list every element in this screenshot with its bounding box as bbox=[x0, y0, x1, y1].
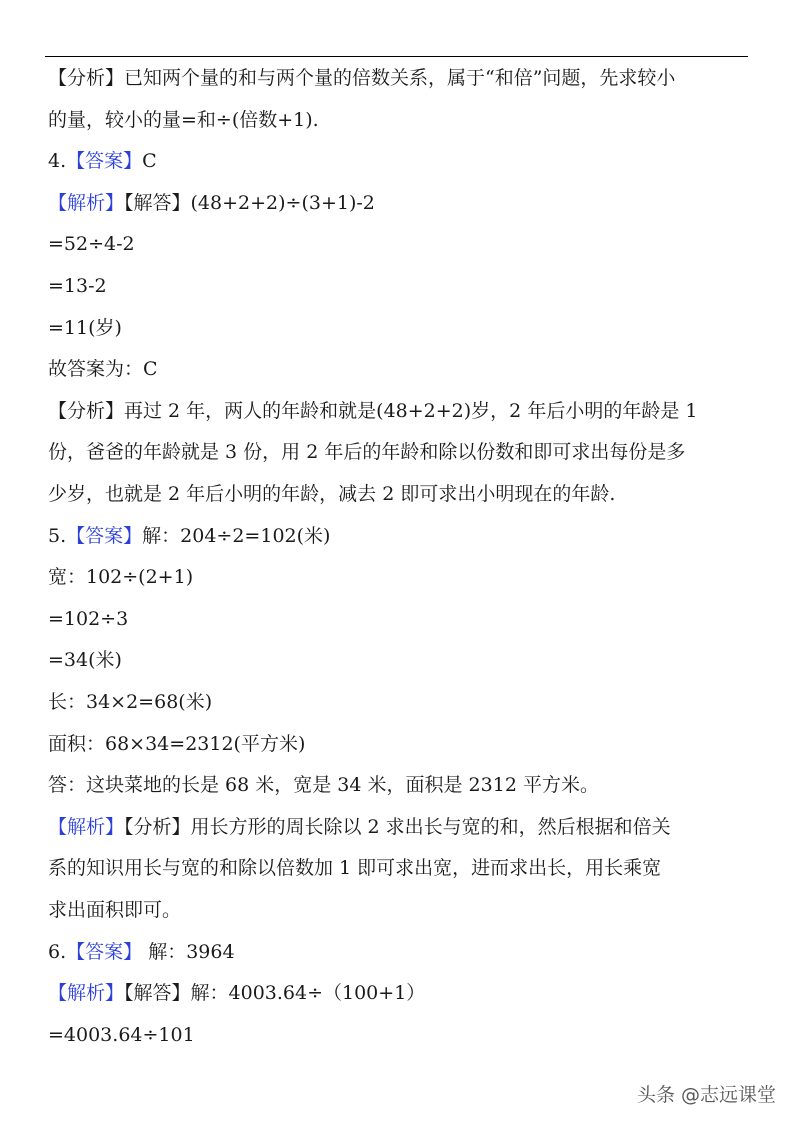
text-run: 【分析】已知两个量的和与两个量的倍数关系，属于“和倍”问题，先求较小 bbox=[48, 67, 676, 89]
header-rule bbox=[45, 56, 748, 57]
text-run: =11(岁) bbox=[48, 317, 122, 339]
text-line bbox=[48, 482, 615, 506]
text-run: C bbox=[142, 150, 157, 172]
section-label: 【答案】 bbox=[66, 941, 143, 963]
text-run: 份，爸爸的年龄就是 3 份，用 2 年后的年龄和除以份数和即可求出每份是多 bbox=[48, 441, 686, 463]
text-line bbox=[48, 440, 685, 464]
text-line bbox=[48, 773, 599, 797]
section-label: 【解析】 bbox=[48, 982, 125, 1004]
text-line bbox=[48, 648, 122, 672]
text-line bbox=[48, 815, 671, 839]
text-run: =4003.64÷101 bbox=[48, 1024, 195, 1046]
watermark: 头条 @志远课堂 bbox=[636, 1084, 776, 1106]
text-run: 解：3964 bbox=[142, 941, 235, 963]
text-line bbox=[48, 66, 675, 90]
text-run: 6. bbox=[48, 941, 67, 963]
text-line bbox=[48, 316, 122, 340]
section-label: 【解析】 bbox=[48, 192, 125, 214]
text-run: 解：204÷2=102(米) bbox=[142, 525, 331, 547]
text-line bbox=[48, 149, 157, 173]
text-run: 【解答】(48+2+2)÷(3+1)-2 bbox=[124, 192, 375, 214]
text-line bbox=[48, 607, 128, 631]
text-run: 少岁，也就是 2 年后小明的年龄，减去 2 即可求出小明现在的年龄. bbox=[48, 483, 616, 505]
text-line bbox=[48, 940, 235, 964]
text-run: 宽：102÷(2+1) bbox=[48, 566, 194, 588]
text-line bbox=[48, 1023, 195, 1047]
text-run: 故答案为：C bbox=[48, 358, 158, 380]
text-line bbox=[48, 898, 181, 922]
text-run: 4. bbox=[48, 150, 67, 172]
text-run: =13-2 bbox=[48, 275, 107, 297]
text-run: 5. bbox=[48, 525, 67, 547]
text-run: =102÷3 bbox=[48, 608, 129, 630]
text-run: 面积：68×34=2312(平方米) bbox=[48, 733, 306, 755]
text-run: =34(米) bbox=[48, 649, 122, 671]
text-line bbox=[48, 399, 697, 423]
text-run: =52÷4-2 bbox=[48, 233, 135, 255]
text-run: 系的知识用长与宽的和除以倍数加 1 即可求出宽，进而求出长，用长乘宽 bbox=[48, 857, 662, 879]
text-line bbox=[48, 856, 661, 880]
text-line bbox=[48, 524, 330, 548]
text-line bbox=[48, 274, 107, 298]
section-label: 【解析】 bbox=[48, 816, 125, 838]
text-line bbox=[48, 191, 375, 215]
text-line bbox=[48, 690, 212, 714]
text-run: 【分析】再过 2 年，两人的年龄和就是(48+2+2)岁，2 年后小明的年龄是 1 bbox=[48, 400, 698, 422]
section-label: 【答案】 bbox=[66, 525, 143, 547]
text-run: 求出面积即可。 bbox=[48, 899, 182, 921]
text-run: 的量，较小的量=和÷(倍数+1). bbox=[48, 109, 319, 131]
text-line bbox=[48, 357, 158, 381]
section-label: 【答案】 bbox=[66, 150, 143, 172]
text-line bbox=[48, 232, 135, 256]
text-line bbox=[48, 981, 425, 1005]
text-line bbox=[48, 565, 193, 589]
text-line bbox=[48, 732, 305, 756]
text-run: 长：34×2=68(米) bbox=[48, 691, 213, 713]
text-line bbox=[48, 108, 319, 132]
text-run: 【分析】用长方形的周长除以 2 求出长与宽的和，然后根据和倍关 bbox=[124, 816, 671, 838]
text-run: 【解答】解：4003.64÷（100+1） bbox=[124, 982, 426, 1004]
text-run: 答：这块菜地的长是 68 米，宽是 34 米，面积是 2312 平方米。 bbox=[48, 774, 599, 796]
